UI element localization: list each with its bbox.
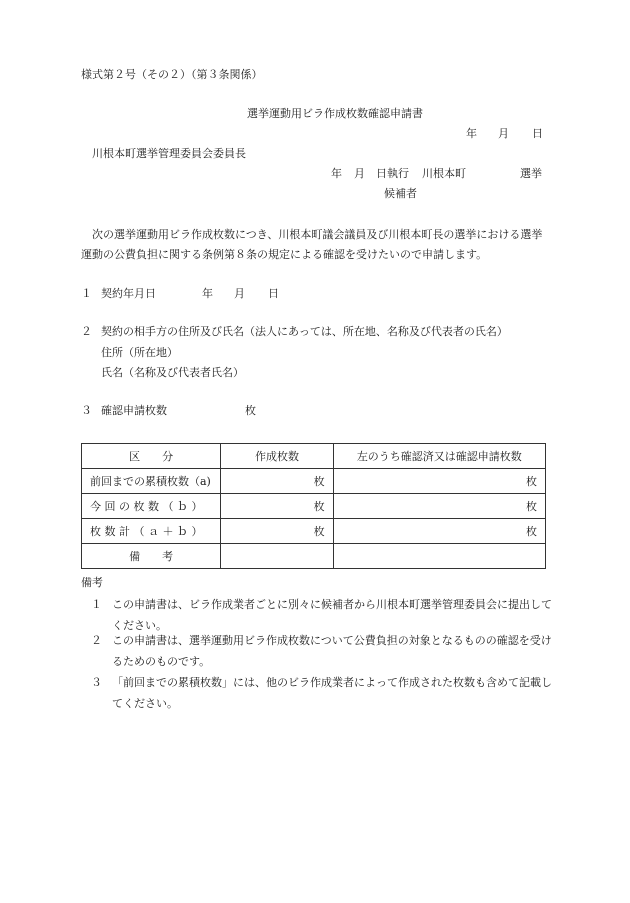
table-header-row — [82, 444, 546, 469]
election-year: 年 — [331, 167, 342, 180]
row-label: 今 回 の 枚 数 （ ｂ ） — [82, 494, 221, 519]
election-month: 月 — [354, 167, 365, 180]
row-label: 枚 数 計 （ ａ ＋ ｂ ） — [82, 519, 221, 544]
item1-number: １ — [81, 287, 92, 300]
note-1-text: この申請書は、ビラ作成業者ごとに別々に候補者から川根本町選挙管理委員会に提出してください。 — [112, 598, 552, 632]
document-title: 選挙運動用ビラ作成枚数確認申請書 — [247, 107, 423, 120]
date-day: 日 — [532, 127, 543, 140]
item2-label: 契約の相手方の住所及び氏名（法人にあっては、所在地、名称及び代表者の氏名） — [101, 325, 508, 338]
item2-number: ２ — [81, 325, 92, 338]
note-3-text: 「前回までの累積枚数」には、他のビラ作成業者によって作成された枚数も含めて記載してください。 — [112, 676, 552, 710]
table-row — [82, 544, 546, 569]
remarks-cell[interactable] — [221, 544, 333, 569]
table-row — [82, 519, 546, 544]
sheet-count-table — [81, 443, 546, 569]
item1-month: 月 — [234, 287, 245, 300]
confirmed-count-cell[interactable]: 枚 — [333, 519, 545, 544]
row-label: 前回までの累積枚数（a) — [82, 469, 221, 494]
header-confirmed-count: 左のうち確認済又は確認申請枚数 — [333, 444, 545, 469]
note-3-number: ３ — [91, 676, 102, 689]
item3-number: ３ — [81, 404, 92, 417]
form-id: 様式第２号（その２）（第３条関係） — [81, 68, 263, 81]
confirmed-count-cell[interactable]: 枚 — [333, 494, 545, 519]
note-1-number: １ — [91, 598, 102, 611]
confirmed-count-cell[interactable]: 枚 — [333, 469, 545, 494]
date-month: 月 — [498, 127, 509, 140]
item3-label: 確認申請枚数 — [101, 404, 167, 417]
table-row — [82, 469, 546, 494]
row-label: 備 考 — [82, 544, 221, 569]
addressee: 川根本町選挙管理委員会委員長 — [92, 147, 246, 160]
item2-address: 住所（所在地） — [101, 346, 178, 359]
created-count-cell[interactable]: 枚 — [221, 494, 333, 519]
date-year: 年 — [466, 127, 477, 140]
note-2-number: ２ — [91, 634, 102, 647]
created-count-cell[interactable]: 枚 — [221, 469, 333, 494]
election-town: 川根本町 — [422, 167, 466, 180]
remarks-cell[interactable] — [333, 544, 545, 569]
item1-day: 日 — [268, 287, 279, 300]
election-day-held: 日執行 — [376, 167, 409, 180]
item1-label: 契約年月日 — [101, 287, 156, 300]
election-type: 選挙 — [520, 167, 542, 180]
item3-unit: 枚 — [245, 404, 256, 417]
header-created-count: 作成枚数 — [221, 444, 333, 469]
created-count-cell[interactable]: 枚 — [221, 519, 333, 544]
table-row — [82, 494, 546, 519]
candidate-label: 候補者 — [384, 187, 417, 200]
note-2-text: この申請書は、選挙運動用ビラ作成枚数について公費負担の対象となるものの確認を受けるためのものです。 — [112, 634, 552, 668]
item1-year: 年 — [202, 287, 213, 300]
application-statement: 次の選挙運動用ビラ作成枚数につき、川根本町議会議員及び川根本町長の選挙における選挙運動の公費負担に関する条例第８条の規定による確認を受けたいので申請します。 — [81, 228, 543, 261]
notes-heading: 備考 — [81, 576, 103, 589]
item2-name: 氏名（名称及び代表者氏名） — [101, 366, 244, 379]
header-category: 区 分 — [82, 444, 221, 469]
